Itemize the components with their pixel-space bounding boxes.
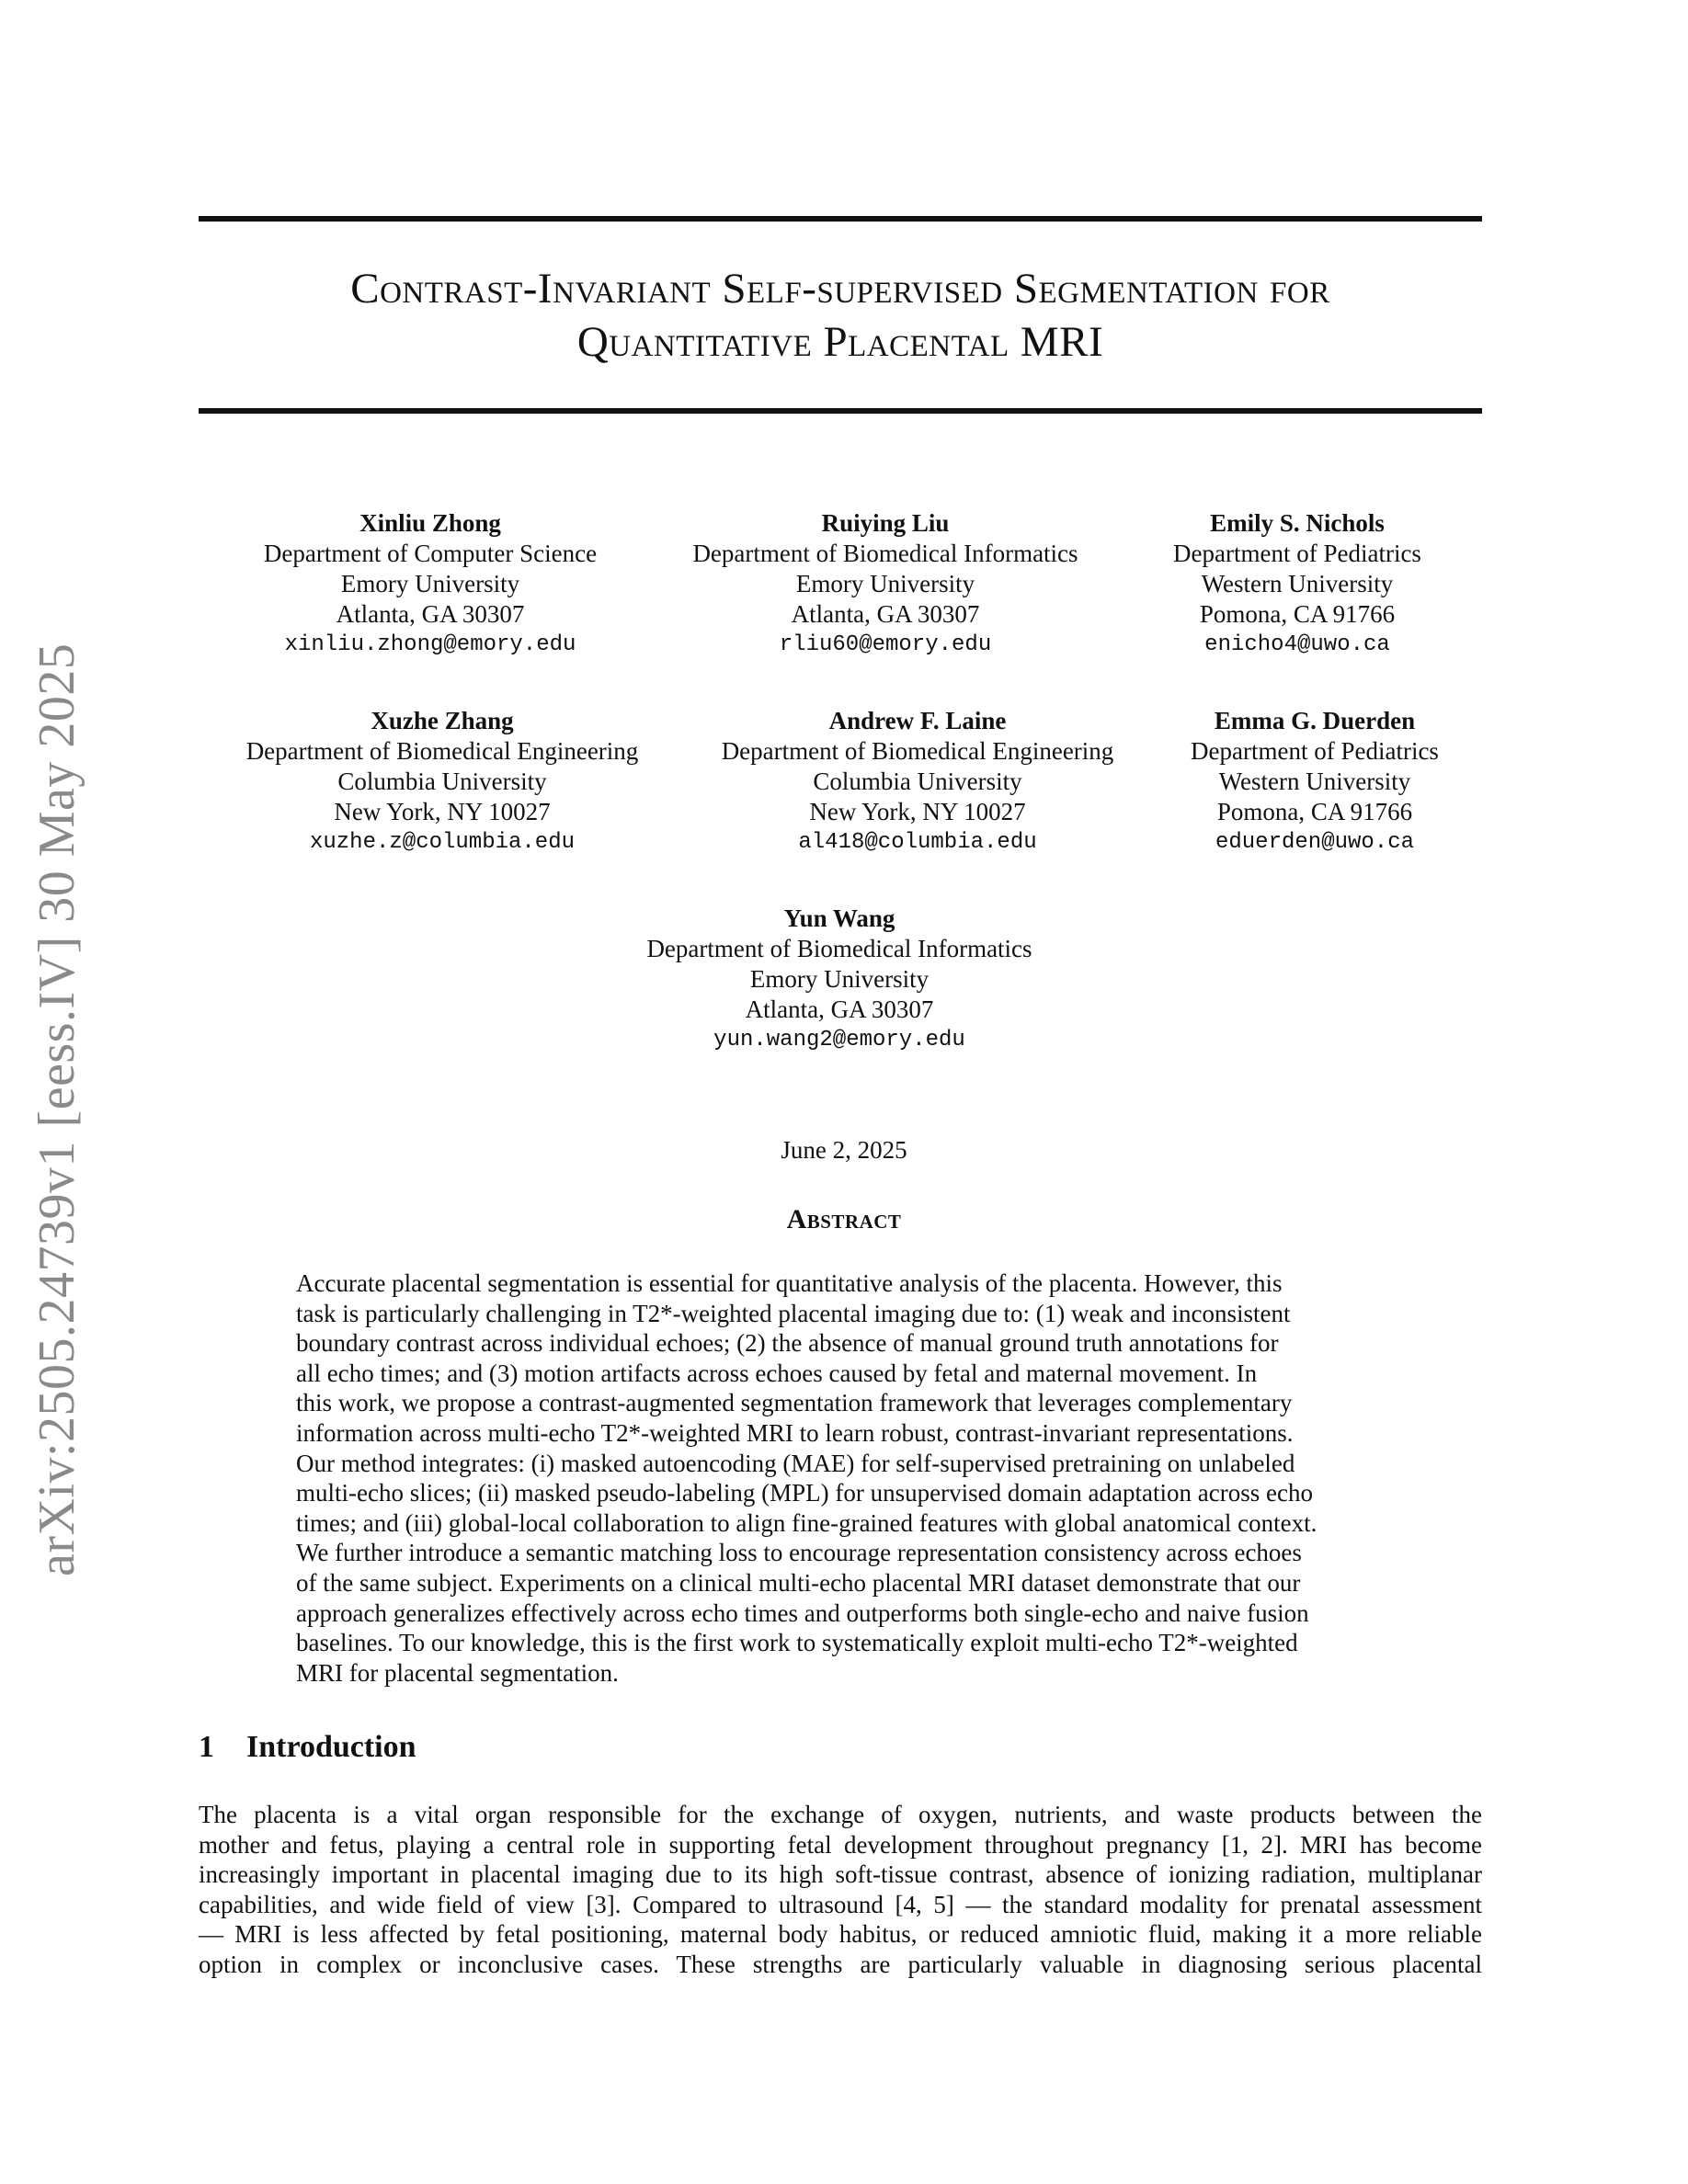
author-name: Xinliu Zhong [359, 509, 501, 537]
abstract-body [296, 1268, 1390, 1688]
author-email[interactable]: enicho4@uwo.ca [1204, 632, 1390, 657]
author-email[interactable]: al418@columbia.edu [798, 830, 1037, 855]
intro-line: The placenta is a vital organ responsible for the exchange of oxygen, nutrients, and waste products between the [199, 1801, 1482, 1828]
author-university: Columbia University [813, 768, 1022, 795]
author-city: New York, NY 10027 [809, 798, 1026, 825]
intro-line: capabilities, and wide field of view [3]. Compared to ultrasound [4, 5] — the standard modality for prenatal assessment [199, 1890, 1482, 1918]
author-email[interactable]: rliu60@emory.edu [779, 632, 992, 657]
author-city: New York, NY 10027 [334, 798, 551, 825]
section-title: Introduction [246, 1730, 416, 1764]
author-department: Department of Biomedical Engineering [245, 737, 639, 765]
abstract-line: MRI for placental segmentation. [296, 1658, 619, 1687]
section-heading [199, 1730, 416, 1765]
paper-title-line-2: Quantitative Placental MRI [576, 318, 1104, 366]
intro-line: option in complex or inconclusive cases. These strengths are particularly valuable in diagnosing serious placental [199, 1950, 1482, 1978]
author-email[interactable]: yun.wang2@emory.edu [713, 1028, 965, 1052]
author-city: Atlanta, GA 30307 [336, 600, 525, 628]
author-university: Emory University [340, 570, 520, 597]
abstract-line: multi-echo slices; (ii) masked pseudo-labeling (MPL) for unsupervised domain adaptation across echo [296, 1479, 1313, 1507]
author-block [1058, 508, 1536, 660]
abstract-line: boundary contrast across individual echoes; (2) the absence of manual ground truth annotations for [296, 1329, 1279, 1358]
abstract-heading: Abstract [786, 1204, 902, 1234]
abstract-line: information across multi-echo T2*-weighted MRI to learn robust, contrast-invariant representations. [296, 1418, 1294, 1447]
abstract-line: of the same subject. Experiments on a clinical multi-echo placental MRI dataset demonstrate that our [296, 1568, 1301, 1597]
author-name: Xuzhe Zhang [371, 707, 514, 734]
abstract-line: times; and (iii) global-local collaboration to align fine-grained features with global anatomical context. [296, 1508, 1317, 1537]
author-name: Andrew F. Laine [828, 707, 1007, 734]
author-block [191, 508, 669, 660]
author-email[interactable]: xuzhe.z@columbia.edu [309, 830, 576, 855]
author-city: Atlanta, GA 30307 [791, 600, 980, 628]
intro-line: increasingly important in placental imaging due to its high soft-tissue contrast, absence of ionizing radiation, multiplanar [199, 1860, 1482, 1889]
abstract-line: this work, we propose a contrast-augmented segmentation framework that leverages complementary [296, 1389, 1293, 1417]
author-email[interactable]: xinliu.zhong@emory.edu [284, 632, 576, 657]
abstract-line: baselines. To our knowledge, this is the first work to systematically exploit multi-echo T2*-weighted [296, 1629, 1298, 1657]
abstract-line: Accurate placental segmentation is essential for quantitative analysis of the placenta. However, this [296, 1269, 1283, 1297]
author-name: Emma G. Duerden [1214, 707, 1416, 734]
intro-line: mother and fetus, playing a central role in supporting fetal development throughout pregnancy [1, 2]. MRI has become [199, 1830, 1482, 1859]
paper-title-line-1: Contrast-Invariant Self-supervised Segmentation for [350, 265, 1330, 313]
title-top-rule [199, 216, 1482, 222]
abstract-line: Our method integrates: (i) masked autoencoding (MAE) for self-supervised pretraining on unlabeled [296, 1449, 1295, 1477]
author-university: Western University [1218, 768, 1411, 795]
title-bottom-rule [199, 408, 1482, 414]
author-department: Department of Biomedical Informatics [646, 935, 1032, 962]
abstract-line: approach generalizes effectively across echo times and outperforms both single-echo and naive fusion [296, 1598, 1309, 1627]
author-block [203, 706, 681, 858]
author-university: Emory University [795, 570, 975, 597]
intro-line: — MRI is less affected by fetal positioning, maternal body habitus, or reduced amniotic fluid, making it a more reliable [199, 1920, 1482, 1949]
abstract-line: task is particularly challenging in T2*-weighted placental imaging due to: (1) weak and inconsistent [296, 1299, 1291, 1327]
author-email[interactable]: eduerden@uwo.ca [1215, 830, 1415, 855]
author-department: Department of Biomedical Informatics [692, 540, 1078, 567]
author-city: Atlanta, GA 30307 [745, 995, 934, 1023]
author-name: Yun Wang [783, 904, 895, 932]
introduction-paragraph [199, 1800, 1482, 1980]
author-block [600, 904, 1078, 1055]
author-university: Western University [1201, 570, 1394, 597]
author-city: Pomona, CA 91766 [1216, 798, 1413, 825]
arxiv-identifier-stamp: arXiv:2505.24739v1 [eess.IV] 30 May 2025 [29, 643, 86, 1576]
author-name: Ruiying Liu [821, 509, 950, 537]
author-block [1076, 706, 1554, 858]
author-department: Department of Pediatrics [1173, 540, 1421, 567]
section-number: 1 [199, 1730, 214, 1764]
abstract-line: all echo times; and (3) motion artifacts across echoes caused by fetal and maternal movement. In [296, 1359, 1258, 1387]
author-city: Pomona, CA 91766 [1199, 600, 1396, 628]
author-department: Department of Computer Science [263, 540, 598, 567]
author-university: Columbia University [337, 768, 547, 795]
publication-date: June 2, 2025 [781, 1136, 907, 1164]
author-university: Emory University [749, 965, 930, 993]
author-department: Department of Biomedical Engineering [721, 737, 1114, 765]
abstract-line: We further introduce a semantic matching loss to encourage representation consistency across echoes [296, 1539, 1302, 1567]
author-department: Department of Pediatrics [1191, 737, 1439, 765]
author-block [646, 508, 1124, 660]
author-name: Emily S. Nichols [1210, 509, 1385, 537]
paper-title [199, 262, 1482, 369]
